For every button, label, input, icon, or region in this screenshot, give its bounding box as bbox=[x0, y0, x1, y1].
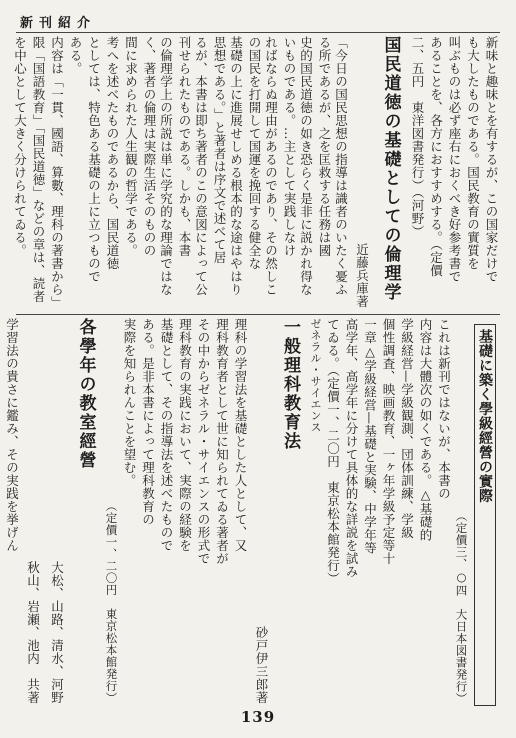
review2-boxed-title bbox=[474, 324, 497, 706]
review2-box-line: 内容は「一貫、國語、算數、理科の著書から」 bbox=[49, 36, 65, 309]
review2-intro-line: ある。 bbox=[68, 36, 83, 75]
review1-title: 国民道徳の基礎としての倫理学 bbox=[380, 36, 401, 302]
review4-body-line: 内容は大體次の如くである。△基礎的 bbox=[418, 318, 433, 542]
review4-body-line: てゐる。（定價一、二〇円 東京松本館発行） bbox=[325, 318, 341, 585]
review3-title: 一般理科教育法 bbox=[280, 318, 300, 451]
review3-body-line: 実際を知られんことを望む。 bbox=[122, 318, 137, 487]
section-rule bbox=[16, 314, 500, 315]
review1-body-line: るが、本書は即ち著者のこの意図によって公刊せられたものである。しかも、本書 bbox=[177, 36, 209, 296]
review1-intro-line: 二、五円 東洋図書発行）（河野） bbox=[410, 36, 425, 238]
review3-body-line: 理科教育者として世に知られてゐる著者が bbox=[214, 318, 230, 565]
review3-body-line: 基礎として、その指導法を述べたもので bbox=[159, 318, 174, 552]
review5-author-line: 大松、山路、清水、河野 bbox=[49, 561, 65, 704]
header-rule bbox=[16, 32, 500, 33]
top-panel bbox=[12, 36, 500, 309]
review1-body-line: 基礎の上に進展せしめる根本的な途はやはり思想である。」と著者は序文で述べて居 bbox=[212, 36, 244, 296]
review1-author: 近藤兵庫著 bbox=[354, 243, 370, 308]
review2-box-title: 基礎に築く學級經營の實際 bbox=[477, 329, 493, 503]
bottom-panel bbox=[4, 318, 500, 704]
review2-pubinfo: （定價三、○四 大日本図書発行） bbox=[454, 509, 469, 704]
review4-body-line: 高学年、高学年に分けて具体的な詳説を試み bbox=[344, 318, 359, 578]
review1-intro-line: 新味と趣味とを有するが、この国家だけで bbox=[484, 36, 499, 283]
review5-body-line: 学習法の貴さに鑑み、その実践を挙げん bbox=[4, 318, 20, 552]
review4-body-line: 学級経営—学級観測、団体訓練、学級 bbox=[399, 318, 415, 539]
review1-body-line: 史的国民道徳の如き恐らく是非に説かれ得ないものである。…主として実践しなけ bbox=[282, 36, 314, 296]
review5-author-line: 秋山、岩瀬、池内 共著 bbox=[25, 561, 41, 704]
review5-title: 各學年の教室經營 bbox=[75, 318, 96, 470]
review2-intro-line: 考へを述べたものであるから、国民道徳 bbox=[105, 36, 120, 270]
page-number: 139 bbox=[240, 708, 276, 726]
review1-intro-line: 叫ぶものは必ず座右におくべき好参考書で bbox=[447, 36, 462, 283]
review1-body-line: ればならぬ理由があるのであり、その然しこの国民を打開して国運を挽回する健全な bbox=[247, 36, 279, 296]
page-header: 新刊紹介 bbox=[20, 16, 97, 31]
review2-box-line: 限「国語教育」「国民道徳」などの章は、読者 bbox=[31, 36, 46, 303]
review3-body-line: ある。是非本書によって理科教育の bbox=[140, 318, 156, 526]
review2-box-line: を中心として大きく分けられてゐる。 bbox=[12, 36, 28, 257]
review3-body-line: 理科教育の実践において、実際の経験を bbox=[177, 318, 193, 552]
review1-intro-line: あることを、各方におすすめする。（定價 bbox=[428, 36, 444, 277]
review3-author: 砂戸伊三郎著 bbox=[254, 626, 269, 704]
review3-body-line: その中からゼネラル・サイエンスの形式で bbox=[196, 318, 211, 565]
review3-series: ゼネラル・サイエンス bbox=[309, 318, 322, 433]
review1-intro-line: も大したものである。国民教育の實質を bbox=[465, 36, 481, 270]
review4-body-line: これは新刊ではないが、本書の bbox=[436, 318, 452, 500]
review3-pubinfo: （定價一、二〇円 東京松本館発行） bbox=[104, 500, 119, 704]
review3-body-line: 理科の学習法を基礎とした人として、又 bbox=[233, 318, 248, 552]
review1-body-line: 間に求められた人生観の哲学である。 bbox=[123, 36, 139, 257]
review1-body-line: の倫理学上の所説は単に学究的な理論ではなく、著者の倫理は実際生活そのものの bbox=[142, 36, 174, 296]
review4-body-line: 一章△学級経営—基礎と実験、中学年等 bbox=[362, 318, 378, 555]
review1-body-line: 「今日の国民思想の指導は識者のいたく憂ふる所であるが、之を匡救する任務は國 bbox=[317, 36, 349, 296]
review2-intro-line: としては、特色ある基礎の上に立つもので bbox=[86, 36, 102, 283]
review4-body-line: 個性調査、映画教育、一ヶ年学級予定等十 bbox=[381, 318, 396, 565]
